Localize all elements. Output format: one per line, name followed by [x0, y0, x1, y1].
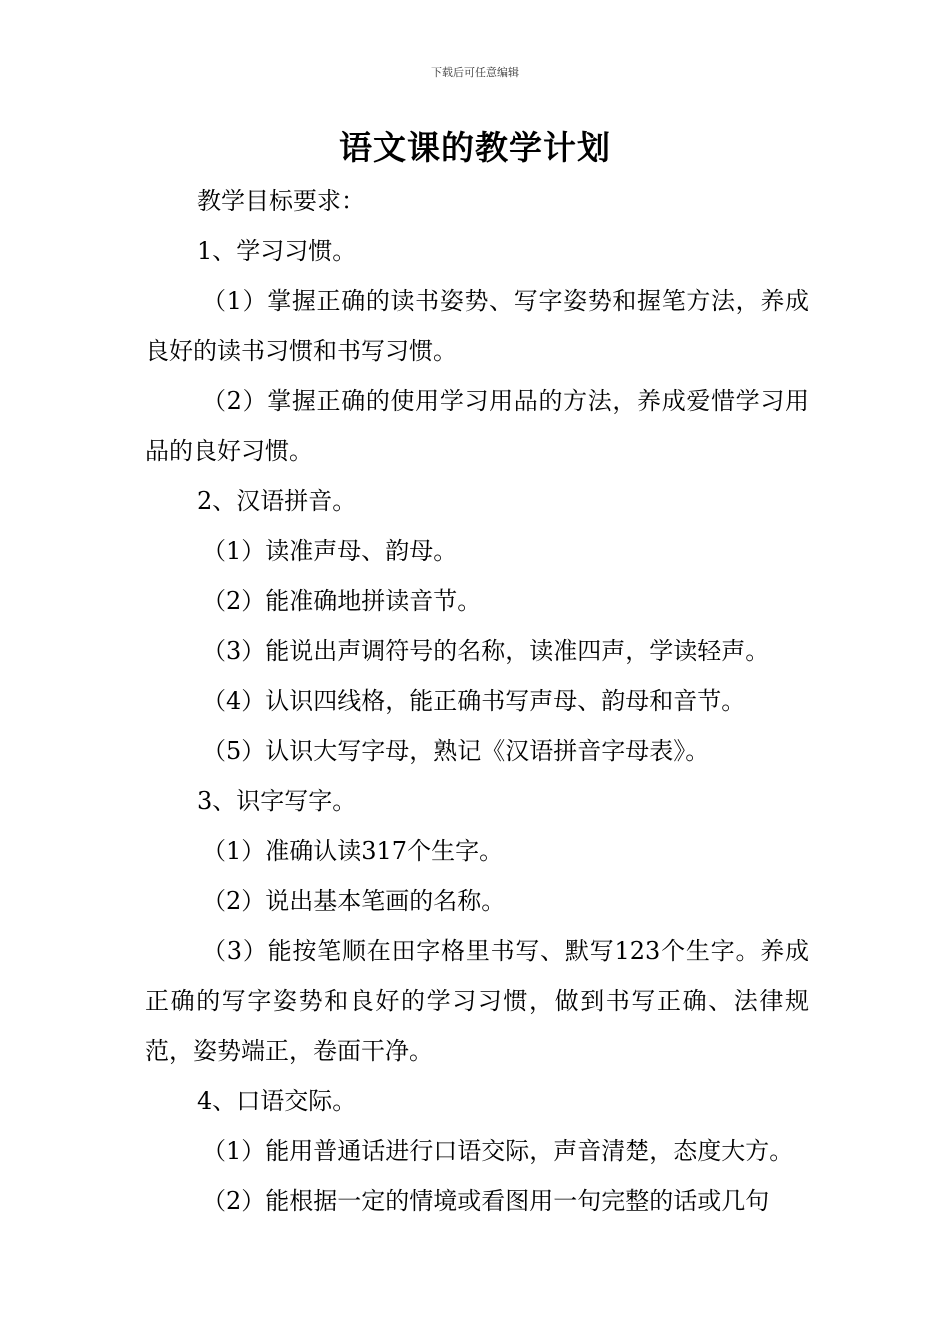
- paragraph-objectives-heading: 教学目标要求：: [197, 187, 365, 215]
- paragraph-section-2-item-1: （1）读准声母、韵母。: [202, 537, 458, 565]
- paragraph-section-2-item-2: （2）能准确地拼读音节。: [202, 587, 482, 615]
- paragraph-section-1-heading: 1、学习习惯。: [197, 237, 357, 265]
- paragraph-section-4-heading: 4、口语交际。: [197, 1087, 357, 1115]
- paragraph-section-1-item-1: （1）掌握正确的读书姿势、写字姿势和握笔方法，养成良好的读书习惯和书写习惯。: [145, 287, 809, 365]
- paragraph-section-4-item-2: （2）能根据一定的情境或看图用一句完整的话或几句: [202, 1187, 770, 1215]
- paragraph-section-3-item-1: （1）准确认读317个生字。: [202, 837, 504, 865]
- paragraph-section-2-item-4: （4）认识四线格，能正确书写声母、韵母和音节。: [202, 687, 746, 715]
- paragraph-section-2-item-3: （3）能说出声调符号的名称，读准四声，学读轻声。: [202, 637, 770, 665]
- document-title: 语文课的教学计划: [339, 128, 611, 167]
- paragraph-section-3-item-2: （2）说出基本笔画的名称。: [202, 887, 506, 915]
- paragraph-section-3-item-3: （3）能按笔顺在田字格里书写、默写123个生字。养成正确的写字姿势和良好的学习习惯，做到书写正确、法律规范，姿势端正，卷面干净。: [145, 937, 809, 1065]
- paragraph-section-4-item-1: （1）能用普通话进行口语交际，声音清楚，态度大方。: [202, 1137, 794, 1165]
- paragraph-section-3-heading: 3、识字写字。: [197, 787, 357, 815]
- paragraph-section-1-item-2: （2）掌握正确的使用学习用品的方法，养成爱惜学习用品的良好习惯。: [145, 387, 809, 465]
- paragraph-section-2-item-5: （5）认识大写字母，熟记《汉语拼音字母表》。: [202, 737, 710, 765]
- document-body: [145, 176, 809, 1226]
- header-note: 下载后可任意编辑: [431, 66, 519, 79]
- paragraph-section-2-heading: 2、汉语拼音。: [197, 487, 357, 515]
